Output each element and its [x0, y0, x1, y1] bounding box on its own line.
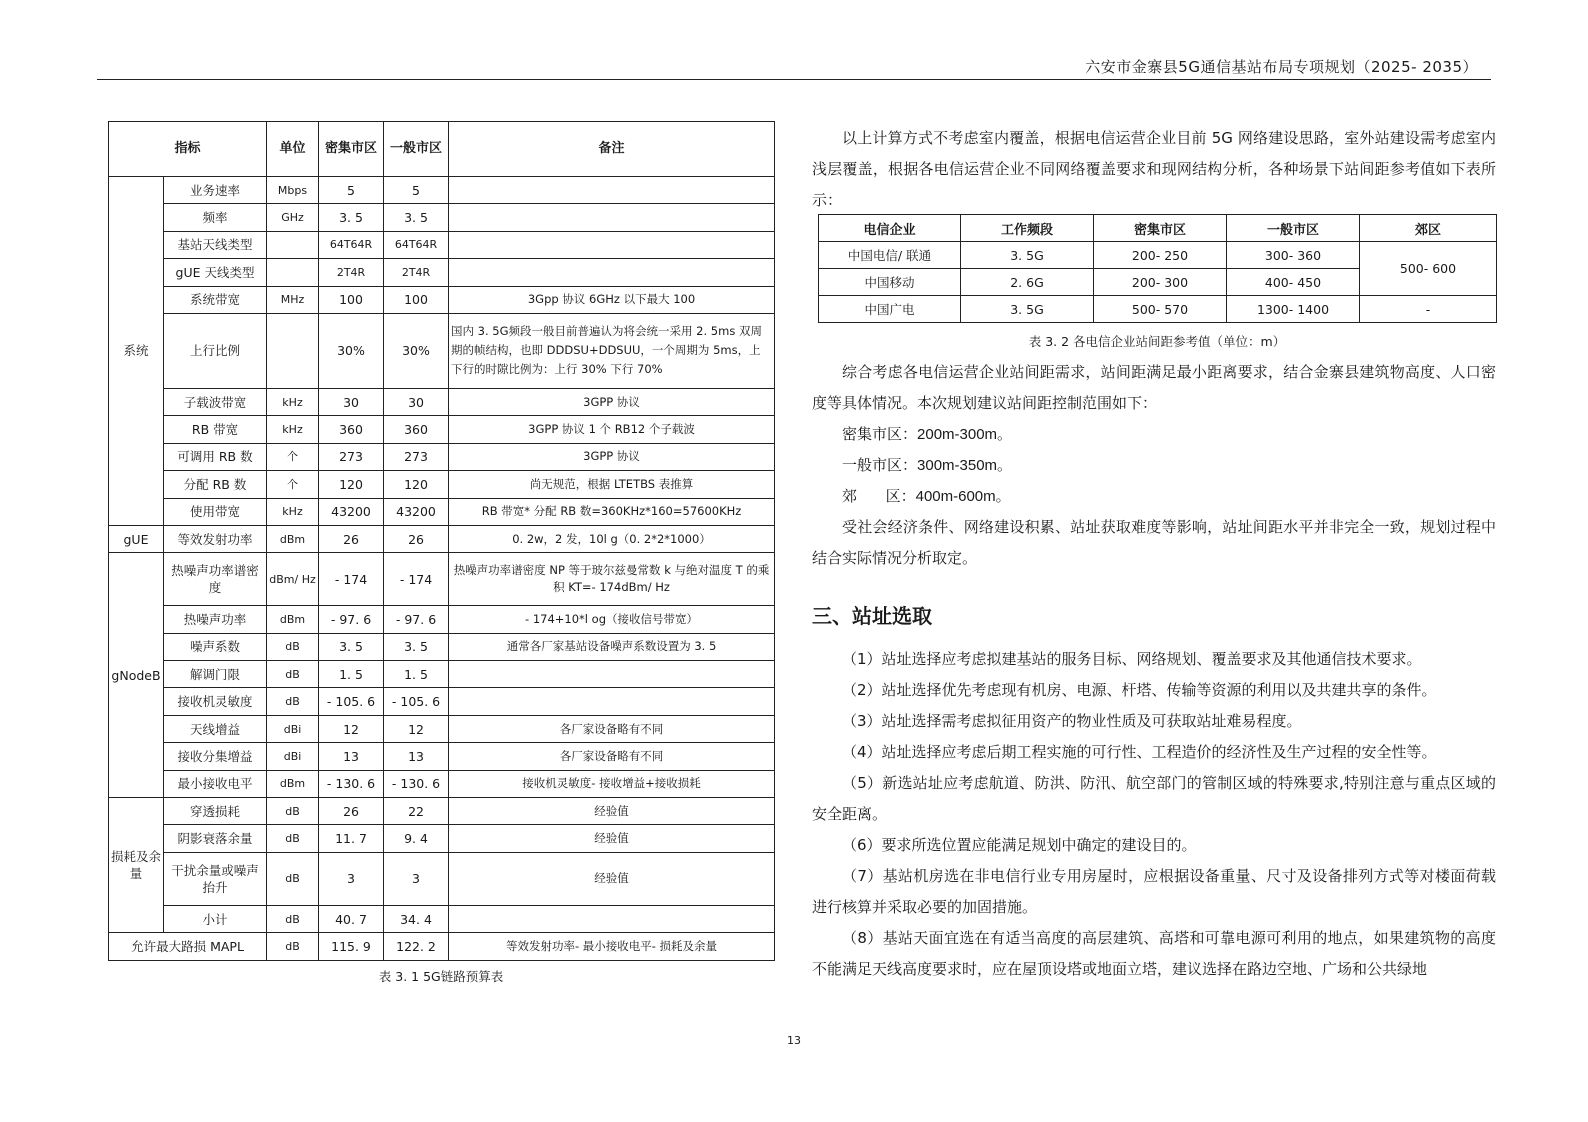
table-row — [109, 798, 775, 825]
cell-general: 2T4R — [384, 259, 449, 286]
table-row — [109, 715, 775, 742]
header-unit: 单位 — [267, 122, 319, 177]
cell-unit: kHz — [267, 416, 319, 443]
range-general: 一般市区：300m-350m。 — [842, 456, 1013, 474]
cell-suburb-merged: 500- 600 — [1360, 242, 1497, 296]
cell-remark: 各厂家设备略有不同 — [449, 715, 775, 742]
cell-general: 30 — [384, 388, 449, 415]
cell-remark: 经验值 — [449, 852, 775, 905]
cell-indicator: 热噪声功率谱密度 — [164, 553, 267, 606]
cell-indicator: 噪声系数 — [164, 633, 267, 660]
cell-general: 64T64R — [384, 231, 449, 258]
cell-general: 9. 4 — [384, 825, 449, 852]
spacing-paragraph-block — [812, 357, 1496, 574]
cell-general: 360 — [384, 416, 449, 443]
cell-unit: MHz — [267, 286, 319, 313]
cell-dense: 3 — [319, 852, 384, 905]
cell-indicator: 上行比例 — [164, 313, 267, 388]
cell-remark — [449, 905, 775, 932]
cell-dense: 360 — [319, 416, 384, 443]
cell-remark: 国内 3. 5G频段一般目前普遍认为将会统一采用 2. 5ms 双周期的帧结构，也即 DDDSU+DDSUU，一个周期为 5ms，上下行的时隙比例为：上行 30% 下行 70% — [449, 313, 775, 388]
cell-operator: 中国电信/ 联通 — [819, 242, 961, 269]
cell-indicator: 阴影衰落余量 — [164, 825, 267, 852]
cell-general: 26 — [384, 525, 449, 552]
cell-unit: dBm/ Hz — [267, 553, 319, 606]
table-row — [109, 498, 775, 525]
table-row — [109, 259, 775, 286]
cell-indicator: 允许最大路损 MAPL — [109, 933, 267, 960]
table-row — [109, 933, 775, 960]
table-row — [109, 443, 775, 470]
cell-dense: 115. 9 — [319, 933, 384, 960]
cell-dense: 273 — [319, 443, 384, 470]
cell-dense: 120 — [319, 471, 384, 498]
cell-unit: Mbps — [267, 177, 319, 204]
section-title: 三、站址选取 — [812, 604, 932, 628]
cell-dense: 1. 5 — [319, 661, 384, 688]
cell-indicator: 解调门限 — [164, 661, 267, 688]
cell-unit: kHz — [267, 498, 319, 525]
cell-remark: 接收机灵敏度- 接收增益+接收损耗 — [449, 770, 775, 797]
cell-dense: 26 — [319, 798, 384, 825]
header-suburb: 郊区 — [1360, 215, 1497, 242]
cell-unit: kHz — [267, 388, 319, 415]
list-item: （6）要求所选位置应能满足规划中确定的建设目的。 — [842, 836, 1197, 854]
range-suburb: 郊 区：400m-600m。 — [842, 487, 1011, 505]
cell-general: - 130. 6 — [384, 770, 449, 797]
header-general-urban: 一般市区 — [1227, 215, 1360, 242]
cell-unit — [267, 313, 319, 388]
table-row — [109, 416, 775, 443]
intro-paragraph: 以上计算方式不考虑室内覆盖，根据电信运营企业目前 5G 网络建设思路，室外站建设需考虑室内浅层覆盖，根据各电信运营企业不同网络覆盖要求和现网结构分析，各种场景下站间距参考值如下表所示： — [812, 129, 1496, 209]
cell-unit: dB — [267, 852, 319, 905]
cell-indicator: 分配 RB 数 — [164, 471, 267, 498]
factors-paragraph: 受社会经济条件、网络建设积累、站址获取难度等影响，站址间距水平并非完全一致，规划过程中结合实际情况分析取定。 — [812, 518, 1496, 567]
cell-dense: 200- 250 — [1094, 242, 1227, 269]
list-item: （4）站址选择应考虑后期工程实施的可行性、工程造价的经济性及生产过程的安全性等。 — [842, 743, 1437, 761]
cell-general: 120 — [384, 471, 449, 498]
cell-suburb: - — [1360, 296, 1497, 323]
cell-general: 3 — [384, 852, 449, 905]
cell-dense: 500- 570 — [1094, 296, 1227, 323]
range-dense: 密集市区：200m-300m。 — [842, 425, 1013, 443]
cell-indicator: 子载波带宽 — [164, 388, 267, 415]
table-row — [109, 286, 775, 313]
table-row — [109, 525, 775, 552]
cell-general: 300- 360 — [1227, 242, 1360, 269]
cell-remark: 尚无规范，根据 LTETBS 表推算 — [449, 471, 775, 498]
document-header-title: 六安市金寨县5G通信基站布局专项规划（2025- 2035） — [1085, 58, 1478, 76]
cell-unit: dB — [267, 661, 319, 688]
cell-general: 122. 2 — [384, 933, 449, 960]
cell-general: 30% — [384, 313, 449, 388]
cell-indicator: 干扰余量或噪声抬升 — [164, 852, 267, 905]
table-row — [819, 242, 1497, 269]
table-header-row — [819, 215, 1497, 242]
cell-unit: dBm — [267, 606, 319, 633]
table-row — [109, 388, 775, 415]
cell-unit: GHz — [267, 204, 319, 231]
cell-general: 100 — [384, 286, 449, 313]
cell-general: - 174 — [384, 553, 449, 606]
cell-indicator: 接收分集增益 — [164, 743, 267, 770]
cell-indicator: 最小接收电平 — [164, 770, 267, 797]
cell-remark: 经验值 — [449, 825, 775, 852]
cell-dense: 43200 — [319, 498, 384, 525]
header-band: 工作频段 — [961, 215, 1094, 242]
cell-general: 12 — [384, 715, 449, 742]
table1-caption: 表 3. 1 5G链路预算表 — [378, 969, 504, 984]
cell-indicator: 基站天线类型 — [164, 231, 267, 258]
list-item: （7）基站机房选在非电信行业专用房屋时，应根据设备重量、尺寸及设备排列方式等对楼面荷载进行核算并采取必要的加固措施。 — [812, 867, 1496, 916]
cell-remark: - 174+10*l og（接收信号带宽） — [449, 606, 775, 633]
group-label-loss: 损耗及余量 — [109, 798, 164, 933]
cell-unit — [267, 259, 319, 286]
cell-indicator: RB 带宽 — [164, 416, 267, 443]
header-dense-urban: 密集市区 — [1094, 215, 1227, 242]
cell-remark: 3Gpp 协议 6GHz 以下最大 100 — [449, 286, 775, 313]
group-label-gnodeb: gNodeB — [109, 553, 164, 798]
cell-band: 2. 6G — [961, 269, 1094, 296]
cell-general: 3. 5 — [384, 633, 449, 660]
header-general-urban: 一般市区 — [384, 122, 449, 177]
cell-general: 400- 450 — [1227, 269, 1360, 296]
cell-general: 22 — [384, 798, 449, 825]
cell-indicator: 热噪声功率 — [164, 606, 267, 633]
table-row — [109, 177, 775, 204]
cell-unit: dB — [267, 633, 319, 660]
cell-indicator: 系统带宽 — [164, 286, 267, 313]
cell-remark: 各厂家设备略有不同 — [449, 743, 775, 770]
cell-unit: dB — [267, 688, 319, 715]
cell-indicator: 天线增益 — [164, 715, 267, 742]
cell-remark: RB 带宽* 分配 RB 数=360KHz*160=57600KHz — [449, 498, 775, 525]
table-row — [109, 204, 775, 231]
cell-band: 3. 5G — [961, 242, 1094, 269]
cell-general: 1300- 1400 — [1227, 296, 1360, 323]
cell-remark — [449, 661, 775, 688]
cell-dense: - 97. 6 — [319, 606, 384, 633]
cell-unit: dB — [267, 933, 319, 960]
table-row — [109, 905, 775, 932]
list-item: （2）站址选择优先考虑现有机房、电源、杆塔、传输等资源的利用以及共建共享的条件。 — [842, 681, 1437, 699]
cell-remark — [449, 177, 775, 204]
group-label-system: 系统 — [109, 177, 164, 526]
cell-dense: 200- 300 — [1094, 269, 1227, 296]
cell-unit: dBi — [267, 715, 319, 742]
group-label-gue: gUE — [109, 525, 164, 552]
cell-dense: - 130. 6 — [319, 770, 384, 797]
header-remark: 备注 — [449, 122, 775, 177]
cell-dense: 11. 7 — [319, 825, 384, 852]
cell-indicator: 可调用 RB 数 — [164, 443, 267, 470]
cell-remark — [449, 688, 775, 715]
cell-remark: 通常各厂家基站设备噪声系数设置为 3. 5 — [449, 633, 775, 660]
table-row — [109, 471, 775, 498]
cell-unit: dB — [267, 798, 319, 825]
cell-remark — [449, 204, 775, 231]
cell-dense: 30 — [319, 388, 384, 415]
header-indicator: 指标 — [109, 122, 267, 177]
intro-paragraph-block — [812, 123, 1496, 216]
cell-general: 43200 — [384, 498, 449, 525]
cell-operator: 中国广电 — [819, 296, 961, 323]
table-header-row — [109, 122, 775, 177]
cell-remark — [449, 231, 775, 258]
cell-indicator: 穿透损耗 — [164, 798, 267, 825]
list-item: （3）站址选择需考虑拟征用资产的物业性质及可获取站址难易程度。 — [842, 712, 1302, 730]
cell-operator: 中国移动 — [819, 269, 961, 296]
cell-remark: 3GPP 协议 1 个 RB12 个子载波 — [449, 416, 775, 443]
cell-indicator: 等效发射功率 — [164, 525, 267, 552]
cell-dense: 2T4R — [319, 259, 384, 286]
cell-dense: 100 — [319, 286, 384, 313]
page-number: 13 — [787, 1034, 801, 1047]
cell-general: 3. 5 — [384, 204, 449, 231]
table-row — [109, 553, 775, 606]
cell-unit: 个 — [267, 471, 319, 498]
spacing-paragraph: 综合考虑各电信运营企业站间距需求，站间距满足最小距离要求，结合金寨县建筑物高度、人口密度等具体情况。本次规划建议站间距控制范围如下： — [812, 363, 1496, 412]
cell-general: 13 — [384, 743, 449, 770]
cell-dense: 26 — [319, 525, 384, 552]
cell-general: 273 — [384, 443, 449, 470]
cell-unit: dB — [267, 905, 319, 932]
table-row — [109, 313, 775, 388]
cell-unit: dBm — [267, 770, 319, 797]
table-row — [109, 852, 775, 905]
cell-remark: 等效发射功率- 最小接收电平- 损耗及余量 — [449, 933, 775, 960]
cell-general: 5 — [384, 177, 449, 204]
list-item: （8）基站天面宜选在有适当高度的高层建筑、高塔和可靠电源可利用的地点，如果建筑物的高度不能满足天线高度要求时，应在屋顶设塔或地面立塔，建议选择在路边空地、广场和公共绿地 — [812, 929, 1496, 978]
cell-indicator: 接收机灵敏度 — [164, 688, 267, 715]
cell-unit: dBi — [267, 743, 319, 770]
cell-indicator: 业务速率 — [164, 177, 267, 204]
list-item: （1）站址选择应考虑拟建基站的服务目标、网络规划、覆盖要求及其他通信技术要求。 — [842, 650, 1422, 668]
cell-remark: 3GPP 协议 — [449, 443, 775, 470]
table-row — [109, 825, 775, 852]
list-item: （5）新选站址应考虑航道、防洪、防汛、航空部门的管制区域的特殊要求,特别注意与重点区域的安全距离。 — [812, 774, 1496, 823]
cell-dense: 3. 5 — [319, 204, 384, 231]
cell-unit: 个 — [267, 443, 319, 470]
table-row — [819, 296, 1497, 323]
header-divider — [97, 79, 1491, 80]
cell-indicator: gUE 天线类型 — [164, 259, 267, 286]
cell-general: - 105. 6 — [384, 688, 449, 715]
header-dense-urban: 密集市区 — [319, 122, 384, 177]
cell-remark — [449, 259, 775, 286]
cell-dense: 30% — [319, 313, 384, 388]
cell-indicator: 小计 — [164, 905, 267, 932]
table-row — [109, 743, 775, 770]
table-row — [109, 688, 775, 715]
table-row — [109, 606, 775, 633]
cell-indicator: 使用带宽 — [164, 498, 267, 525]
table-row — [109, 770, 775, 797]
cell-general: 1. 5 — [384, 661, 449, 688]
link-budget-table — [108, 121, 775, 961]
cell-dense: - 105. 6 — [319, 688, 384, 715]
cell-dense: 64T64R — [319, 231, 384, 258]
table-row — [109, 661, 775, 688]
cell-unit: dB — [267, 825, 319, 852]
cell-dense: 5 — [319, 177, 384, 204]
cell-dense: 3. 5 — [319, 633, 384, 660]
table-row — [109, 633, 775, 660]
site-selection-list — [812, 644, 1496, 985]
cell-remark: 0. 2w，2 发，10l g（0. 2*2*1000） — [449, 525, 775, 552]
cell-band: 3. 5G — [961, 296, 1094, 323]
cell-remark: 3GPP 协议 — [449, 388, 775, 415]
cell-dense: 40. 7 — [319, 905, 384, 932]
cell-general: - 97. 6 — [384, 606, 449, 633]
cell-dense: 12 — [319, 715, 384, 742]
cell-unit — [267, 231, 319, 258]
site-spacing-table — [818, 214, 1497, 323]
header-operator: 电信企业 — [819, 215, 961, 242]
cell-indicator: 频率 — [164, 204, 267, 231]
table-row — [109, 231, 775, 258]
table2-caption: 表 3. 2 各电信企业站间距参考值（单位：m） — [1028, 334, 1286, 349]
cell-unit: dBm — [267, 525, 319, 552]
cell-remark: 热噪声功率谱密度 NP 等于玻尔兹曼常数 k 与绝对温度 T 的乘积 KT=- 174dBm/ Hz — [449, 553, 775, 606]
cell-general: 34. 4 — [384, 905, 449, 932]
cell-remark: 经验值 — [449, 798, 775, 825]
cell-dense: 13 — [319, 743, 384, 770]
cell-dense: - 174 — [319, 553, 384, 606]
